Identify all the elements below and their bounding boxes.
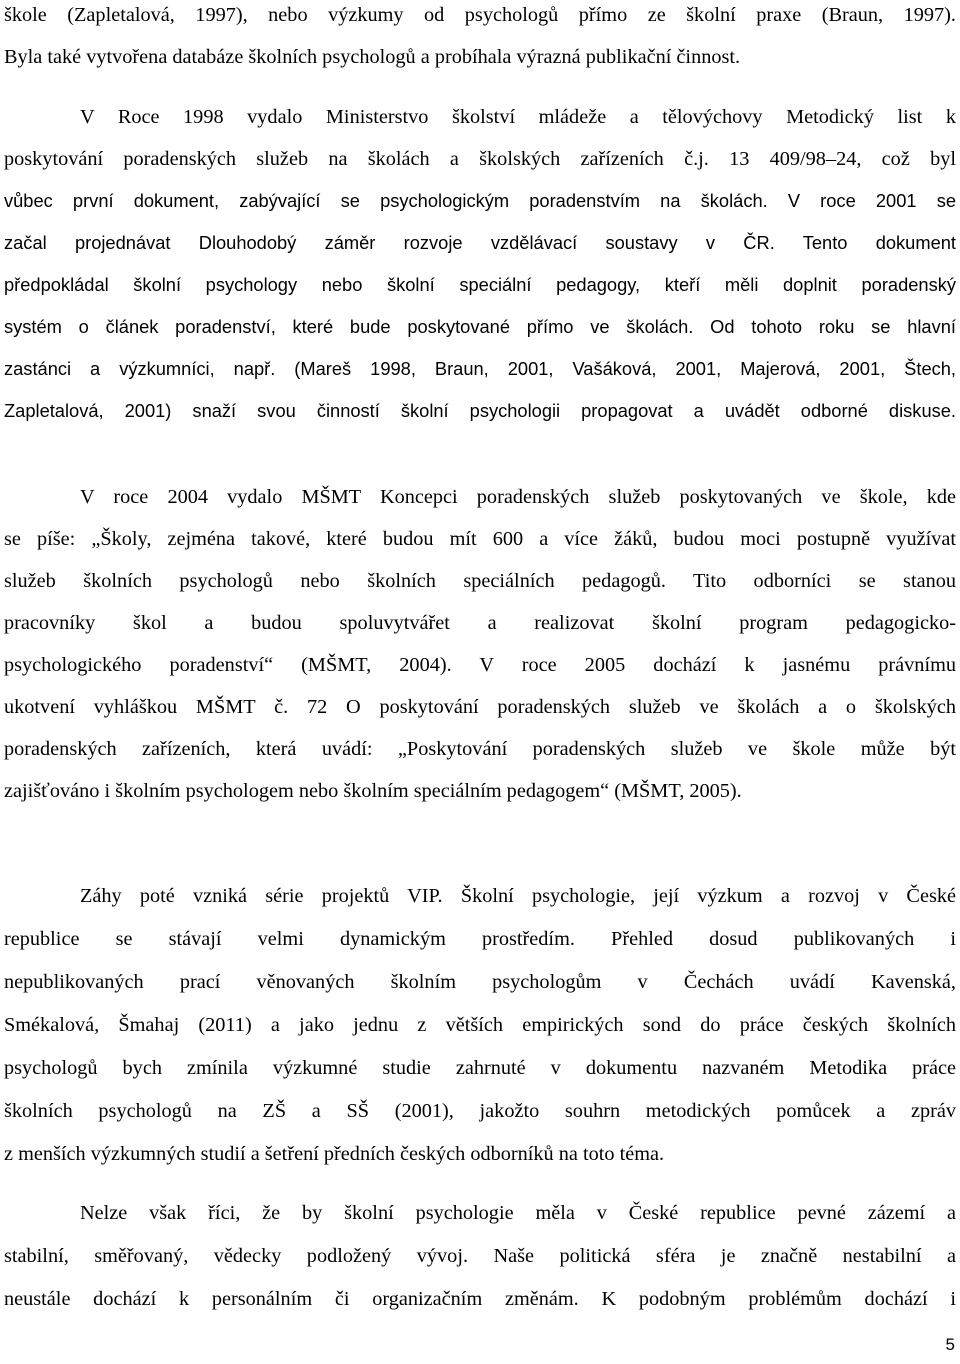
text-line: služeb školních psychologů nebo školních speciálních pedagogů. Tito odborníci se stanou xyxy=(4,570,956,592)
text-line: poskytování poradenských služeb na školách a školských zařízeních č.j. 13 409/98–24, což byl xyxy=(4,148,956,170)
text-line: Nelze však říci, že by školní psychologie měla v České republice pevné zázemí a xyxy=(80,1202,956,1224)
text-line: republice se stávají velmi dynamickým prostředím. Přehled dosud publikovaných i xyxy=(4,928,956,950)
text-line: začal projednávat Dlouhodobý záměr rozvoje vzdělávací soustavy v ČR. Tento dokument xyxy=(4,232,956,253)
text-line: zajišťováno i školním psychologem nebo školním speciálním pedagogem“ (MŠMT, 2005). xyxy=(4,780,742,802)
text-line: vůbec první dokument, zabývající se psychologickým poradenstvím na školách. V roce 2001 se xyxy=(4,190,956,211)
text-line: V roce 2004 vydalo MŠMT Koncepci poradenských služeb poskytovaných ve škole, kde xyxy=(80,486,956,508)
text-line: systém o článek poradenství, které bude poskytované přímo ve školách. Od tohoto roku se hlavní xyxy=(4,316,956,337)
text-line: V Roce 1998 vydalo Ministerstvo školství mládeže a tělovýchovy Metodický list k xyxy=(80,106,956,128)
text-line: psychologického poradenství“ (MŠMT, 2004). V roce 2005 dochází k jasnému právnímu xyxy=(4,654,956,676)
text-line: škole (Zapletalová, 1997), nebo výzkumy od psychologů přímo ze školní praxe (Braun, 1997). xyxy=(4,4,956,26)
text-line: ukotvení vyhláškou MŠMT č. 72 O poskytování poradenských služeb ve školách a o školských xyxy=(4,696,956,718)
text-line: Smékalová, Šmahaj (2011) a jako jednu z větších empirických sond do práce českých školních xyxy=(4,1014,956,1036)
text-line: Byla také vytvořena databáze školních psychologů a probíhala výrazná publikační činnost. xyxy=(4,46,741,68)
text-line: školních psychologů na ZŠ a SŠ (2001), jakožto souhrn metodických pomůcek a zpráv xyxy=(4,1100,956,1122)
text-line: neustále dochází k personálním či organizačním změnám. K podobným problémům dochází i xyxy=(4,1288,956,1310)
text-line: se píše: „Školy, zejména takové, které budou mít 600 a více žáků, budou moci postupně využívat xyxy=(4,528,956,550)
text-line: nepublikovaných prací věnovaných školním psychologům v Čechách uvádí Kavenská, xyxy=(4,971,956,993)
text-line: Zapletalová, 2001) snaží svou činností školní psychologii propagovat a uvádět odborné diskuse. xyxy=(4,400,956,421)
text-line: zastánci a výzkumníci, např. (Mareš 1998, Braun, 2001, Vašáková, 2001, Majerová, 2001, Štech, xyxy=(4,358,956,379)
text-line: psychologů bych zmínila výzkumné studie zahrnuté v dokumentu nazvaném Metodika práce xyxy=(4,1057,956,1079)
text-line: předpokládal školní psychology nebo školní speciální pedagogy, kteří měli doplnit poradenský xyxy=(4,274,956,295)
page-number: 5 xyxy=(945,1335,955,1354)
text-line: Záhy poté vzniká série projektů VIP. Školní psychologie, její výzkum a rozvoj v České xyxy=(80,885,956,907)
text-line: stabilní, směřovaný, vědecky podložený vývoj. Naše politická sféra je značně nestabilní a xyxy=(4,1245,956,1267)
text-line: pracovníky škol a budou spoluvytvářet a realizovat školní program pedagogicko- xyxy=(4,612,956,634)
text-line: poradenských zařízeních, která uvádí: „Poskytování poradenských služeb ve škole může být xyxy=(4,738,956,760)
text-line: z menších výzkumných studií a šetření předních českých odborníků na toto téma. xyxy=(4,1143,665,1165)
